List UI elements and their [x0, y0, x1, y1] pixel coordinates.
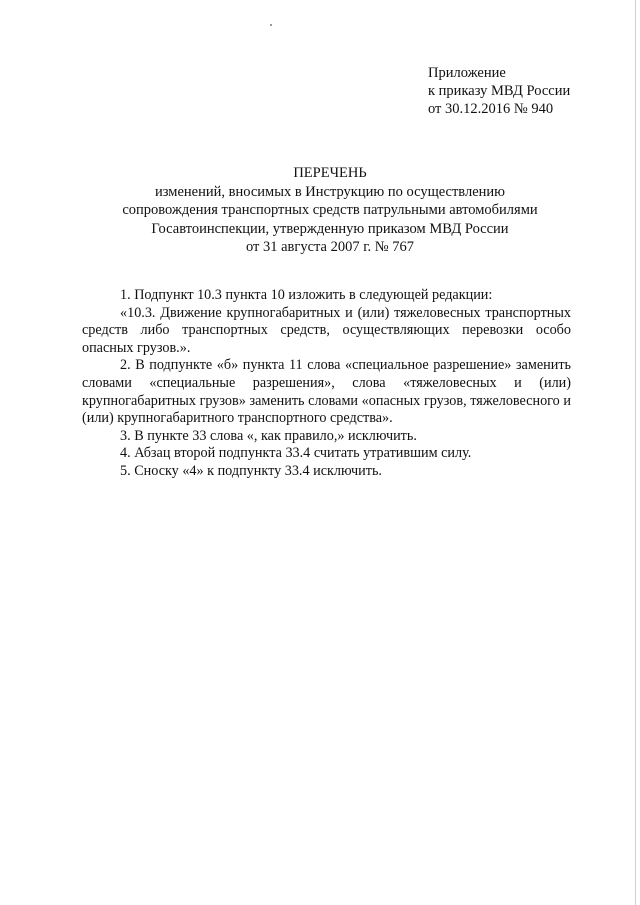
title-line-1: изменений, вносимых в Инструкцию по осуществлению	[155, 183, 505, 200]
title-line-3: Госавтоинспекции, утвержденную приказом МВД России	[151, 220, 509, 237]
item-1-quote: «10.3. Движение крупногабаритных и (или) тяжеловесных транспортных средств либо транспортных средств, осуществляющих перевозки особо опасных грузов.».	[82, 304, 571, 356]
item-5: 5. Сноску «4» к подпункту 33.4 исключить.	[120, 462, 382, 479]
document-title	[80, 164, 580, 257]
item-3: 3. В пункте 33 слова «, как правило,» исключить.	[120, 427, 417, 444]
appendix-line-1: Приложение	[428, 65, 506, 81]
title-heading: ПЕРЕЧЕНЬ	[293, 165, 367, 181]
appendix-header	[428, 64, 570, 118]
item-1: 1. Подпункт 10.3 пункта 10 изложить в следующей редакции:	[120, 287, 493, 303]
item-2: 2. В подпункте «б» пункта 11 слова «специальное разрешение» заменить словами «специальные разрешения», слова «тяжеловесных и (или) крупногабаритных грузов» заменить словами «опасных грузов, тяжеловесного и (или) крупногабаритного транспортного средства».	[82, 357, 571, 427]
appendix-line-3: от 30.12.2016 № 940	[428, 101, 554, 117]
scan-artifact-dot	[270, 24, 272, 26]
title-line-2: сопровождения транспортных средств патрульными автомобилями	[122, 202, 538, 218]
appendix-line-2: к приказу МВД России	[428, 83, 571, 99]
document-body	[82, 287, 571, 481]
scan-edge-line	[635, 0, 636, 905]
title-line-4: от 31 августа 2007 г. № 767	[245, 239, 415, 255]
item-4: 4. Абзац второй подпункта 33.4 считать утратившим силу.	[120, 445, 472, 462]
